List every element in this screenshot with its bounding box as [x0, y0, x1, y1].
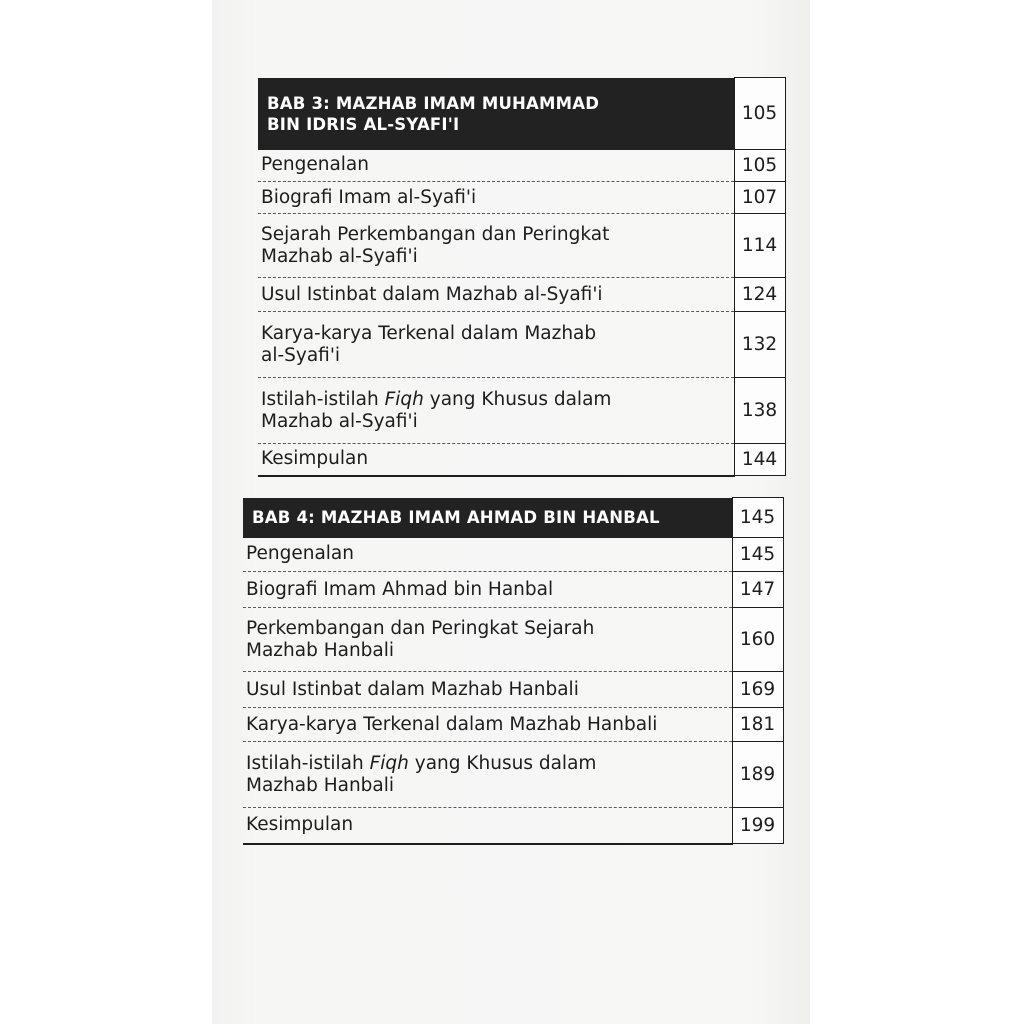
page-number: 147 [732, 572, 783, 608]
toc-entry [258, 444, 785, 476]
page-number: 124 [734, 278, 785, 312]
entry-title: Karya-karya Terkenal dalam Mazhab Hanbali [243, 708, 732, 742]
toc-entry [258, 278, 785, 312]
toc-entry [258, 150, 785, 182]
toc-entry [243, 808, 783, 844]
toc-entry [243, 572, 783, 608]
page-number: 132 [734, 312, 785, 378]
entry-title: Karya-karya Terkenal dalam Mazhab al-Syafi'i [258, 312, 734, 378]
page-number: 181 [732, 708, 783, 742]
entry-title: Kesimpulan [258, 444, 734, 476]
page-number: 107 [734, 182, 785, 214]
entry-title: Biografi Imam al-Syafi'i [258, 182, 734, 214]
page-number: 144 [734, 444, 785, 476]
toc-table-bab3 [258, 77, 786, 477]
toc-entry [258, 378, 785, 444]
entry-title: Perkembangan dan Peringkat Sejarah Mazhab Hanbali [243, 608, 732, 672]
entry-title: Usul Istinbat dalam Mazhab al-Syafi'i [258, 278, 734, 312]
entry-title: Sejarah Perkembangan dan Peringkat Mazhab al-Syafi'i [258, 214, 734, 278]
entry-title: Istilah-istilah Fiqh yang Khusus dalam Mazhab Hanbali [243, 742, 732, 808]
page-number: 105 [734, 150, 785, 182]
toc-entry [243, 742, 783, 808]
toc-entry [243, 672, 783, 708]
toc-entry [243, 708, 783, 742]
page-number: 199 [732, 808, 783, 844]
page-number: 138 [734, 378, 785, 444]
page-number: 145 [732, 498, 783, 538]
entry-title: Kesimpulan [243, 808, 732, 844]
chapter-header-row [258, 78, 785, 150]
page-number: 114 [734, 214, 785, 278]
page-number: 145 [732, 538, 783, 572]
toc-entry [258, 214, 785, 278]
page-number: 189 [732, 742, 783, 808]
entry-title: Pengenalan [243, 538, 732, 572]
entry-title: Usul Istinbat dalam Mazhab Hanbali [243, 672, 732, 708]
entry-title: Biografi Imam Ahmad bin Hanbal [243, 572, 732, 608]
page-number: 105 [734, 78, 785, 150]
chapter-title: BAB 3: MAZHAB IMAM MUHAMMAD BIN IDRIS AL-SYAFI'I [258, 78, 734, 150]
toc-entry [243, 538, 783, 572]
chapter-title: BAB 4: MAZHAB IMAM AHMAD BIN HANBAL [243, 498, 732, 538]
page-number: 169 [732, 672, 783, 708]
toc-entry [258, 182, 785, 214]
toc-table-bab4 [243, 497, 784, 845]
entry-title: Istilah-istilah Fiqh yang Khusus dalam Mazhab al-Syafi'i [258, 378, 734, 444]
bleed-through-text [252, 20, 256, 33]
chapter-header-row [243, 498, 783, 538]
page-number: 160 [732, 608, 783, 672]
toc-entry [258, 312, 785, 378]
toc-entry [243, 608, 783, 672]
entry-title: Pengenalan [258, 150, 734, 182]
